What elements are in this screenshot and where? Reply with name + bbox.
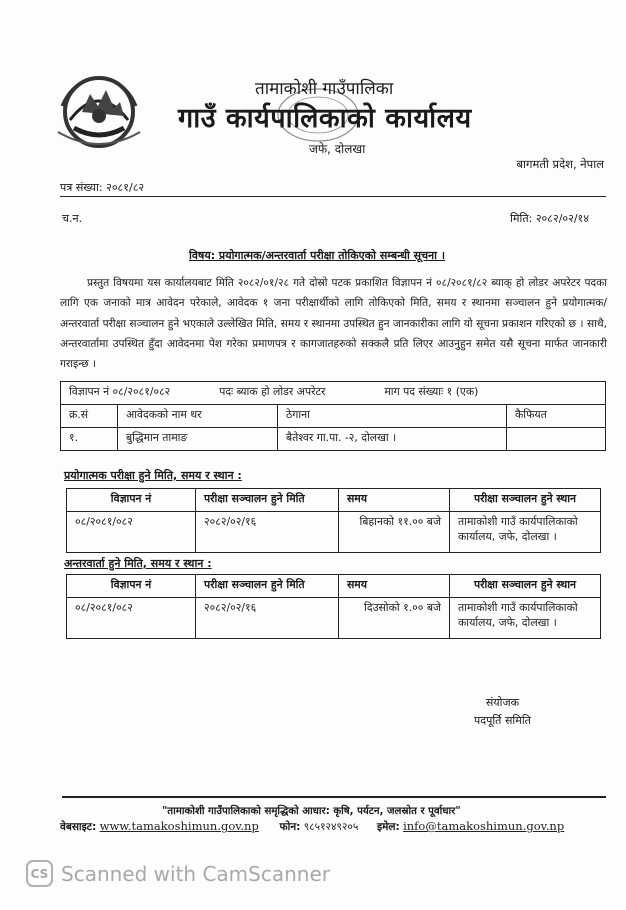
col-ad-number: विज्ञापन नं [67, 489, 196, 512]
footer-contact [60, 819, 564, 834]
footer-divider [62, 796, 606, 798]
cell-ad-number: ०८/२०८१/०८२ [67, 598, 196, 639]
website-label: वेबसाइट: [60, 821, 97, 833]
cell-applicant-name: बुद्धिमान तामाङ [118, 428, 278, 451]
email-label: इमेल: [376, 821, 400, 833]
email-link[interactable]: info@tamakoshimun.gov.np [403, 819, 565, 833]
municipality-name: तामाकोशी गाउँपालिका [255, 79, 394, 99]
col-venue: परीक्षा सञ्चालन हुने स्थान [450, 489, 601, 512]
applicant-table [60, 381, 606, 451]
website-link[interactable]: www.tamakoshimun.gov.np [99, 819, 259, 833]
interview-table [66, 574, 601, 639]
interview-heading: अन्तरवार्ता हुने मिति, समय र स्थान : [64, 557, 212, 570]
office-title: गाउँ कार्यपालिकाको कार्यालय [178, 103, 472, 134]
col-serial: क्र.सं [61, 405, 118, 428]
cell-time: बिहानको ११.०० बजे [339, 512, 450, 553]
header-divider [60, 196, 606, 197]
col-venue: परीक्षा सञ्चालन हुने स्थान [450, 575, 601, 598]
cell-serial: १. [61, 428, 118, 451]
col-exam-date: परीक्षा सञ्चालन हुने मिति [196, 575, 339, 598]
province-label: बागमती प्रदेश, नेपाल [516, 157, 604, 171]
notice-body [60, 273, 607, 374]
watermark-text: Scanned with CamScanner [61, 861, 330, 886]
col-ad-number: विज्ञापन नं [67, 575, 196, 598]
col-time: समय [339, 489, 450, 512]
post-name: पदः ब्याक हो लोडर अपरेटर [219, 385, 326, 398]
col-time: समय [339, 575, 450, 598]
ad-info-row [61, 382, 606, 405]
office-location: जफे, दोलखा [309, 142, 366, 156]
cell-address: बैतेश्वर गा.पा. -२, दोलखा । [278, 428, 507, 451]
cell-venue: तामाकोशी गाउँ कार्यपालिकाको कार्यालय, जफे, दोलखा । [450, 598, 601, 639]
cell-exam-date: २०८२/०२/१६ [196, 598, 339, 639]
col-remarks: कैफियत [507, 405, 606, 428]
cell-venue: तामाकोशी गाउँ कार्यपालिकाको कार्यालय, जफे, दोलखा । [450, 512, 601, 553]
table-header-row [67, 575, 601, 598]
table-header-row [67, 489, 601, 512]
camscanner-watermark [26, 860, 330, 887]
cell-remarks [507, 428, 606, 451]
practical-exam-heading: प्रयोगात्मक परीक्षा हुने मिति, समय र स्थान : [64, 469, 242, 482]
table-header-row [61, 405, 606, 428]
col-address: ठेगाना [278, 405, 507, 428]
col-applicant-name: आवेदकको नाम थर [118, 405, 278, 428]
cell-time: दिउसोको १.०० बजे [339, 598, 450, 639]
footer-motto: "तामाकोशी गाउँपालिकाको समृद्धिको आधार: कृषि, पर्यटन, जलस्रोत र पूर्वाधार" [162, 806, 461, 817]
body-paragraph: प्रस्तुत विषयमा यस कार्यालयबाट मिति २०८२/०१/२८ गते दोस्रो पटक प्रकाशित विज्ञापन नं ०८/२०८१/८२ ब्याक् हो लोडर अपरेटर पदका लागि एक जनाको मात्र आवेदन परेकाले, आवेदक १ जना परीक्षार्थीको लागि तोकिएको मिति, समय र स्थानमा सञ्चालन हुने प्रयोगात्मक/ अन्तरवार्ता परीक्षा सञ्चालन हुने भएकाले उल्लेखित मिति, समय र स्थानमा उपस्थित हुन जानकारीका लागि यो सूचना प्रकाशन गरिएको छ । साथै, अन्तरवार्तामा उपस्थित हुँदा आवेदनमा पेश गरेका प्रमाणपत्र र कागजातहरुको सक्कलै प्रति लिएर आउनुहुन समेत यसै सूचना मार्फत जानकारी गराइन्छ । [60, 277, 607, 371]
table-row [67, 512, 601, 553]
demand-count: माग पद संख्याः १ (एक) [384, 385, 479, 398]
subject-line: विषय: प्रयोगात्मक/अन्तरवार्ता परीक्षा तोकिएको सम्बन्धी सूचना । [189, 249, 446, 262]
nepal-emblem-icon [52, 72, 147, 152]
camscanner-logo-icon: CS [26, 860, 53, 887]
practical-exam-table [66, 488, 601, 553]
signatory-title: संयोजक [485, 696, 520, 709]
phone-label: फोन: [279, 821, 301, 833]
signature-block [474, 694, 531, 730]
dispatch-number: च.न. [62, 212, 83, 225]
table-row [61, 428, 606, 451]
letter-date: मिति: २०८२/०२/१४ [510, 212, 589, 225]
ad-number: विज्ञापन नं ०८/२०८१/०८२ [69, 385, 171, 398]
cell-ad-number: ०८/२०८१/०८२ [67, 512, 196, 553]
cell-exam-date: २०८२/०२/१६ [196, 512, 339, 553]
committee-name: पदपूर्ति समिति [474, 714, 531, 727]
phone-number: ९८५१२४९२०५ [303, 821, 359, 833]
table-row [67, 598, 601, 639]
reference-number: पत्र संख्या: २०८१/८२ [60, 181, 145, 194]
col-exam-date: परीक्षा सञ्चालन हुने मिति [196, 489, 339, 512]
